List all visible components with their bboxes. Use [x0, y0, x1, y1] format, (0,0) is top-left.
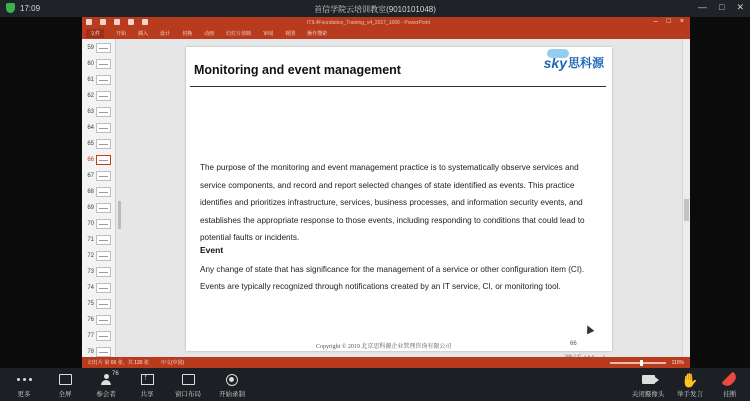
slide-thumbnail[interactable]: 69 [84, 201, 114, 215]
zoom-slider[interactable] [610, 362, 666, 364]
save-icon[interactable] [100, 19, 106, 25]
slide-thumbnail[interactable]: 64 [84, 121, 114, 135]
slide-thumbnail[interactable]: 68 [84, 185, 114, 199]
slide-thumbnail[interactable]: 70 [84, 217, 114, 231]
more-button[interactable]: 更多 [4, 371, 44, 398]
ppt-minimize-icon[interactable]: – [653, 18, 658, 25]
slide-thumbnail-selected[interactable]: 66 [84, 153, 114, 167]
more-dots-icon [17, 378, 32, 381]
hangup-phone-icon [722, 371, 739, 388]
record-button[interactable]: 开始录制 [212, 371, 252, 398]
slide-page-number: 66 [570, 341, 577, 347]
slide-thumbnail[interactable]: 59 [84, 41, 114, 55]
person-icon [101, 374, 111, 385]
slide-thumbnail[interactable]: 65 [84, 137, 114, 151]
clock-time: 17:09 [20, 3, 41, 13]
redo-icon[interactable] [128, 19, 134, 25]
fullscreen-button[interactable]: 全屏 [45, 371, 85, 398]
slide-thumbnail[interactable]: 74 [84, 281, 114, 295]
undo-icon[interactable] [114, 19, 120, 25]
slide-thumbnail[interactable]: 62 [84, 89, 114, 103]
slide-thumbnail[interactable]: 76 [84, 313, 114, 327]
maximize-icon[interactable]: □ [719, 2, 725, 12]
editor-area [82, 39, 690, 357]
fullscreen-icon [59, 374, 72, 385]
slide-thumbnail[interactable]: 75 [84, 297, 114, 311]
meeting-toolbar [0, 368, 750, 401]
zoom-level[interactable]: 110% [671, 359, 684, 366]
slide-thumbnail[interactable]: 72 [84, 249, 114, 263]
ribbon-tell-me[interactable]: 操作搜索 [307, 31, 328, 37]
close-icon[interactable]: ✕ [736, 2, 744, 12]
layout-button[interactable]: 窗口布局 [168, 371, 208, 398]
ribbon-tabs [82, 28, 690, 39]
slide-thumbnail[interactable]: 61 [84, 73, 114, 87]
minimize-icon[interactable]: — [698, 2, 708, 12]
company-logo: sky 思科源 [544, 54, 604, 71]
slide-paragraph: The purpose of the monitoring and event management practice is to systematically observe services and service components, and record and report selected changes of state identified as events. This practice identifies and prioritizes infrastructure, services, business processes, and information security events, and establishes the appropriate response to those events, including responding to conditions that could lead to potential faults or incidents. [200, 163, 585, 242]
slide-thumbnail[interactable]: 77 [84, 329, 114, 343]
slide-counter: 幻灯片 第 66 张，共 130 张 [88, 360, 149, 366]
event-definition: Any change of state that has significance for the management of a service or other configuration item (CI). Events are typically recognized through notifications created by an IT service, CI, or monitoring tool. [200, 265, 585, 292]
ribbon-tab-home[interactable]: 开始 [116, 31, 127, 37]
present-icon[interactable] [142, 19, 148, 25]
ribbon-tab-insert[interactable]: 插入 [138, 31, 149, 37]
participants-button[interactable]: 76 参会者 [96, 371, 119, 398]
ribbon-tab-review[interactable]: 审阅 [263, 31, 274, 37]
powerpoint-window [82, 17, 690, 368]
meeting-top-bar [0, 0, 750, 17]
ribbon-tab-view[interactable]: 视图 [285, 31, 296, 37]
ribbon-tab-animations[interactable]: 动画 [204, 31, 215, 37]
ribbon-tab-file[interactable]: 文件 [86, 29, 104, 38]
camera-icon [642, 375, 655, 384]
ribbon-tab-slideshow[interactable]: 幻灯片放映 [226, 31, 252, 37]
share-screen-icon [141, 374, 154, 385]
slide-thumbnail[interactable]: 78 [84, 345, 114, 357]
slide-thumbnail[interactable]: 63 [84, 105, 114, 119]
event-heading: Event [200, 245, 224, 255]
slide-title: Monitoring and event management [194, 63, 401, 77]
layout-icon [182, 374, 195, 385]
ribbon-tab-transitions[interactable]: 切换 [182, 31, 193, 37]
editor-scrollbar[interactable] [682, 39, 690, 357]
meeting-title: 首信学院云培训教室(9010101048) [314, 5, 436, 14]
ppt-title-bar [82, 17, 690, 28]
slide-thumbnail[interactable]: 67 [84, 169, 114, 183]
slide-thumbnail[interactable]: 60 [84, 57, 114, 71]
ribbon-tab-design[interactable]: 设计 [160, 31, 171, 37]
slide-thumbnail[interactable]: 71 [84, 233, 114, 247]
title-divider [190, 86, 606, 87]
hand-icon: ✋ [681, 371, 699, 388]
ppt-status-bar [82, 357, 690, 368]
slide-thumbnail-pane[interactable] [82, 39, 116, 357]
ppt-app-icon[interactable] [86, 19, 92, 25]
shared-screen [0, 17, 750, 368]
thumbnail-scrollbar[interactable] [118, 201, 121, 229]
slide-thumbnail[interactable]: 73 [84, 265, 114, 279]
participants-count: 76 [112, 371, 119, 377]
camera-button[interactable]: 关闭摄像头 [628, 371, 668, 398]
language-indicator[interactable]: 中文(中国) [160, 360, 185, 366]
ppt-close-icon[interactable]: × [679, 18, 684, 25]
document-name: ITIL4Foundation_Training_v4_2017_1006 - PowerPoint [307, 20, 430, 26]
slide-canvas[interactable] [186, 47, 612, 351]
raise-hand-button[interactable]: ✋ 举手发言 [677, 371, 703, 398]
share-button[interactable]: ↑ 共享 [127, 371, 167, 398]
record-icon [226, 374, 238, 386]
ppt-maximize-icon[interactable]: □ [666, 18, 671, 25]
slide-footer-copyright: Copyright © 2019 北京思科源企业管理咨询有限公司 [316, 344, 452, 350]
hangup-button[interactable]: 挂断 [710, 371, 750, 398]
